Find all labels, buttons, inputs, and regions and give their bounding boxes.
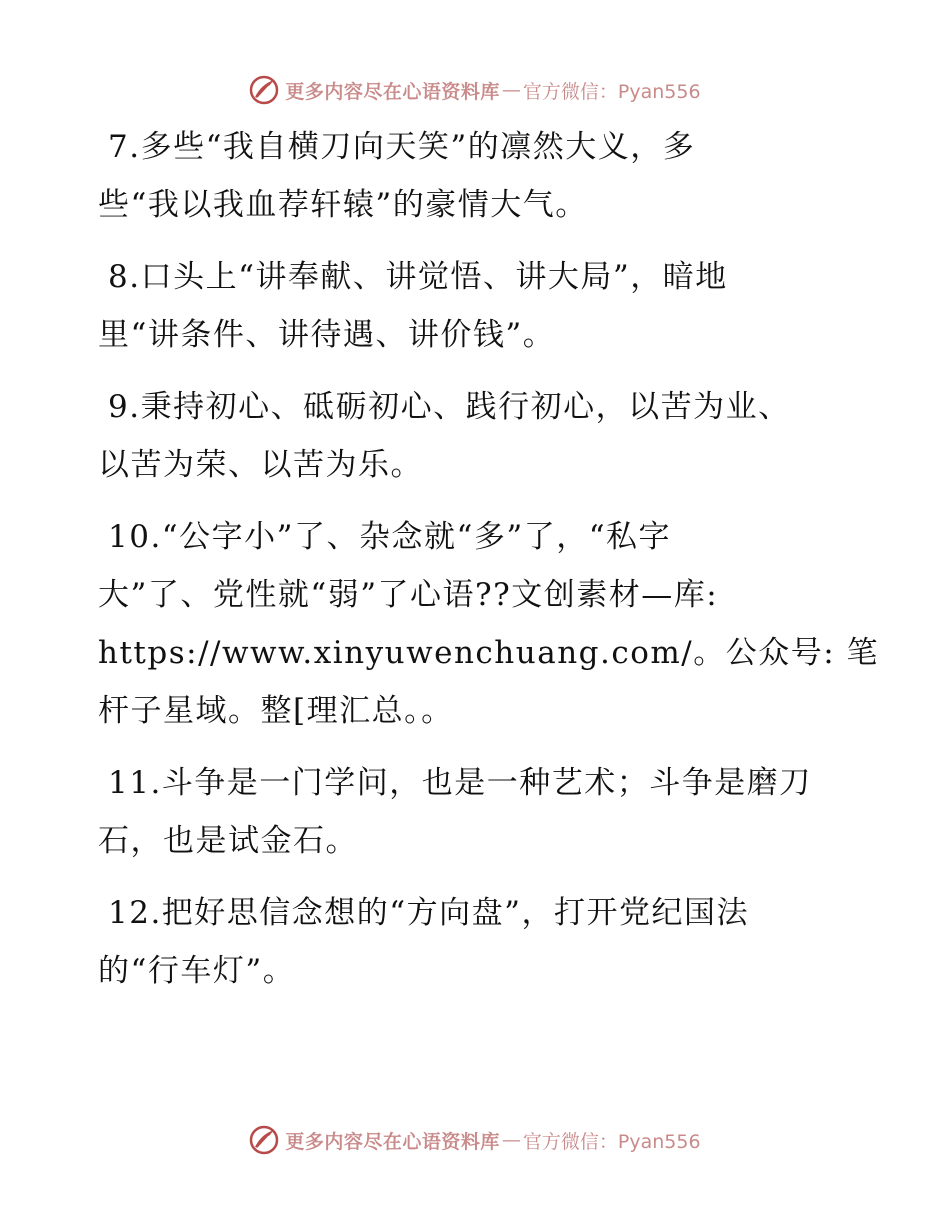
document-body bbox=[98, 118, 880, 1014]
watermark-contact: 官方微信：Pyan556 bbox=[522, 1130, 701, 1153]
text-line: 8.口头上“讲奉献、讲觉悟、讲大局”，暗地 bbox=[108, 259, 728, 295]
watermark-separator: — bbox=[501, 1129, 521, 1151]
list-item bbox=[98, 248, 850, 364]
header-watermark bbox=[0, 70, 950, 110]
footer-watermark bbox=[0, 1120, 950, 1160]
watermark-brand: 更多内容尽在心语资料库 bbox=[285, 80, 500, 103]
text-line: 里“讲条件、讲待遇、讲价钱”。 bbox=[98, 317, 556, 353]
text-line: 大”了、党性就“弱”了心语??文创素材—库: bbox=[98, 577, 719, 613]
watermark-brand: 更多内容尽在心语资料库 bbox=[285, 1130, 500, 1153]
watermark-separator: — bbox=[501, 79, 521, 101]
list-item bbox=[98, 378, 850, 494]
text-line: 杆子星域。整[理汇总。。 bbox=[98, 693, 454, 729]
list-item bbox=[98, 118, 850, 234]
text-line-with-link: https://www.xinyuwenchuang.com/。公众号: 笔 bbox=[98, 635, 880, 671]
list-item bbox=[98, 508, 880, 740]
quill-logo-icon bbox=[249, 75, 279, 105]
text-line: 的“行车灯”。 bbox=[98, 953, 296, 989]
text-line: 石，也是试金石。 bbox=[98, 823, 358, 859]
text-line: 10.“公字小”了、杂念就“多”了，“私字 bbox=[108, 519, 672, 555]
text-line: 9.秉持初心、砥砺初心、践行初心，以苦为业、 bbox=[108, 389, 791, 425]
list-item bbox=[98, 884, 850, 1000]
list-item bbox=[98, 754, 850, 870]
text-line: 7.多些“我自横刀向天笑”的凛然大义，多 bbox=[108, 129, 696, 165]
text-line: 12.把好思信念想的“方向盘”，打开党纪国法 bbox=[108, 895, 749, 931]
watermark-contact: 官方微信：Pyan556 bbox=[522, 80, 701, 103]
quill-logo-icon bbox=[249, 1125, 279, 1155]
text-line: 些“我以我血荐轩辕”的豪情大气。 bbox=[98, 187, 588, 223]
text-line: 11.斗争是一门学问，也是一种艺术；斗争是磨刀 bbox=[108, 765, 812, 801]
text-line: 以苦为荣、以苦为乐。 bbox=[98, 447, 423, 483]
